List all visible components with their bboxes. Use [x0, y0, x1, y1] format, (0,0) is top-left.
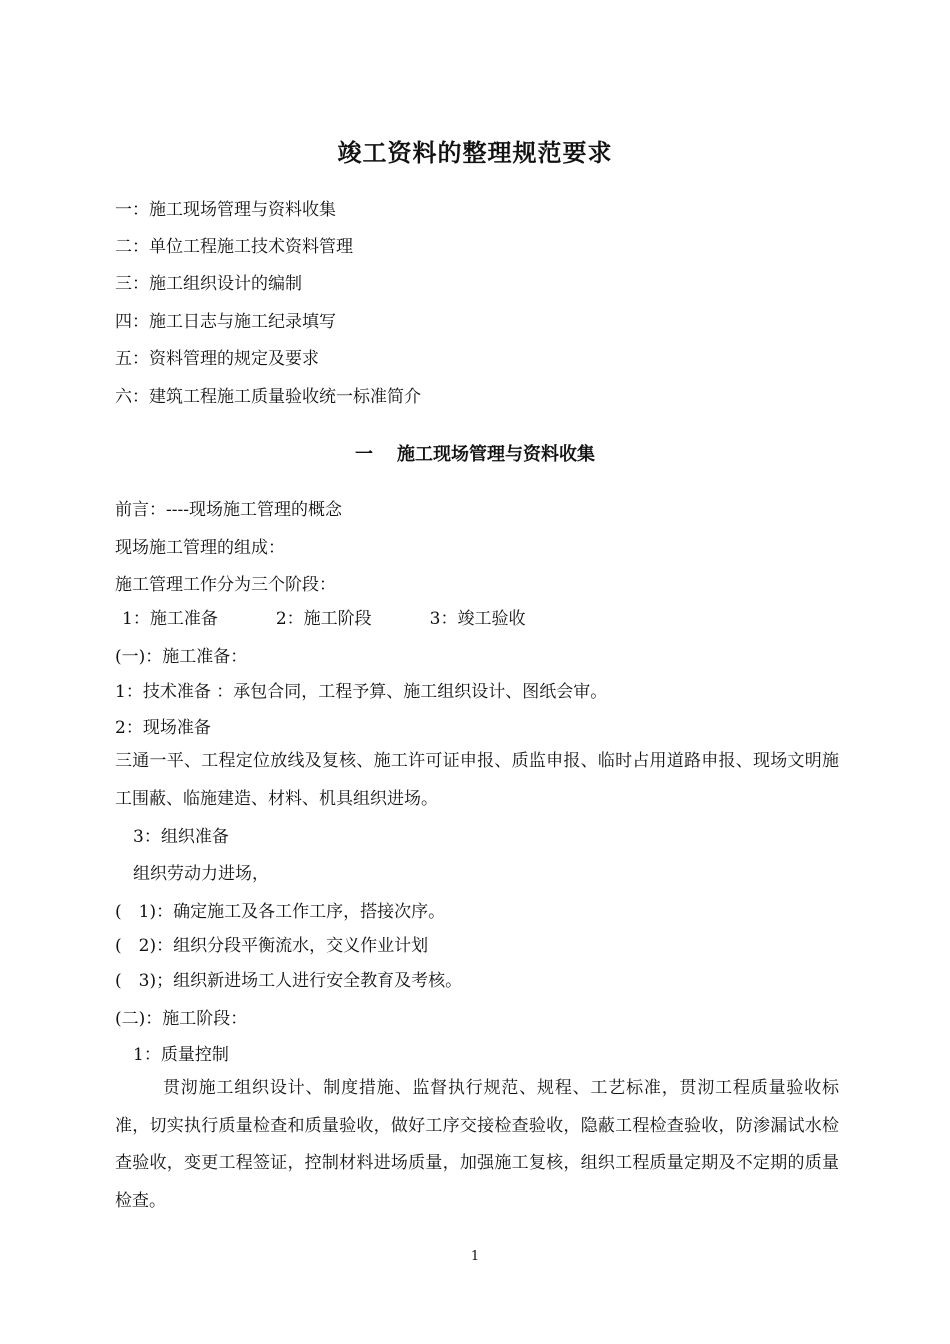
quality-detail-paragraph: 贯沏施工组织设计、制度措施、监督执行规范、规程、工艺标准，贯沏工程质量验收标准，切实执行质量检查和质量验收，做好工序交接检查验收，隐蔽工程检查验收，防渗漏试水检查验收，变更工程签证，控制材料进场质量，加强施工复核，组织工程质量定期及不定期的质量检查。: [115, 1078, 839, 1211]
stage-1: 1：施工准备: [122, 609, 218, 629]
quality-control-line: 1：质量控制: [133, 1045, 229, 1065]
toc-item-1: 一：施工现场管理与资料收集: [115, 200, 336, 220]
labor-line: 组织劳动力进场，: [133, 864, 269, 884]
section-number: 一: [355, 444, 373, 465]
preface-line: 前言：----现场施工管理的概念: [115, 500, 342, 520]
org-item-2: ( 2)：组织分段平衡流水，交义作业计划: [115, 936, 429, 956]
prep-heading: (一)：施工准备：: [115, 647, 248, 667]
stage-2: 2：施工阶段: [275, 609, 372, 629]
toc-item-6: 六：建筑工程施工质量验收统一标准简介: [115, 387, 421, 407]
site-prep-detail: 三通一平、工程定位放线及复核、施工许可证申报、质监申报、临时占用道路申报、现场文明施工围蔽、临施建造、材料、机具组织进场。: [115, 751, 839, 809]
construction-heading: (二)：施工阶段：: [115, 1009, 248, 1029]
section-heading: [0, 440, 950, 466]
org-item-1: ( 1)：确定施工及各工作工序，搭接次序。: [115, 902, 446, 922]
stages-row: [122, 608, 525, 630]
section-title: 施工现场管理与资料收集: [397, 444, 595, 465]
composition-line: 现场施工管理的组成：: [115, 538, 285, 558]
toc-item-5: 五：资料管理的规定及要求: [115, 349, 319, 369]
toc-item-4: 四：施工日志与施工纪录填写: [115, 312, 336, 332]
org-item-3: ( 3)；组织新进场工人进行安全教育及考核。: [115, 971, 463, 991]
site-prep-line: 2：现场准备: [115, 718, 211, 738]
tech-prep-line: 1：技术准备 ：承包合同，工程予算、施工组织设计、图纸会审。: [115, 682, 608, 702]
stages-intro-line: 施工管理工作分为三个阶段：: [115, 575, 336, 595]
toc-item-2: 二：单位工程施工技术资料管理: [115, 237, 353, 257]
org-prep-line: 3：组织准备: [133, 827, 229, 847]
page-number: 1: [470, 1249, 480, 1264]
stage-3: 3：竣工验收: [429, 609, 526, 629]
document-title: 竣工资料的整理规范要求: [337, 138, 613, 167]
toc-item-3: 三：施工组织设计的编制: [115, 274, 302, 294]
